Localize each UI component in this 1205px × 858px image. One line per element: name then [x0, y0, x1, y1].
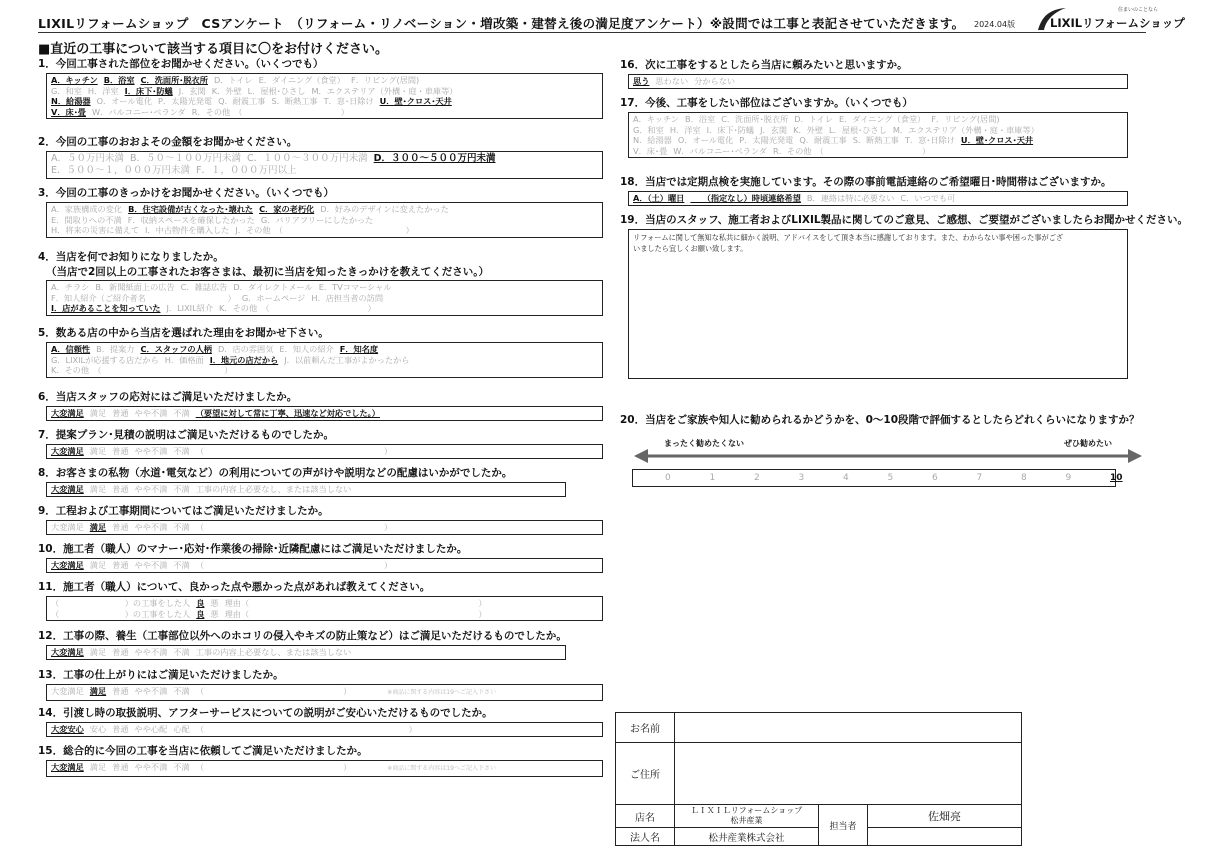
option[interactable]: 理由（ ） — [224, 598, 487, 608]
corp-name: 松井産業株式会社 — [675, 828, 819, 846]
question-10-options — [46, 558, 603, 573]
option-row — [51, 293, 598, 304]
option[interactable]: V．床･畳 — [633, 145, 668, 156]
option[interactable]: 不満 — [173, 762, 190, 772]
option-selected[interactable]: D．３００～５００万円未満 — [373, 153, 496, 164]
question-14-options — [46, 722, 603, 737]
store-label: 店名 — [616, 805, 675, 828]
option-row — [51, 484, 561, 495]
option[interactable]: L．屋根･ひさし — [829, 124, 887, 135]
option[interactable]: C．雑誌広告 — [180, 282, 228, 292]
option-row — [51, 86, 598, 97]
option-row — [51, 724, 598, 735]
option-selected[interactable]: U．壁･クロス･天井 — [379, 96, 452, 106]
option[interactable]: G．和室 — [633, 124, 664, 135]
option[interactable]: 不満 — [173, 522, 190, 532]
option[interactable]: 不満 — [173, 446, 190, 456]
option-row — [51, 225, 598, 236]
option[interactable]: 普通 — [112, 446, 129, 456]
question-7-options — [46, 444, 603, 459]
option[interactable]: M．エクステリア（外構・庭・車庫等） — [892, 124, 1039, 135]
option[interactable]: D．店の雰囲気 — [217, 344, 274, 354]
form-version: 2024.04版 — [974, 20, 1016, 29]
option[interactable]: C．１００～３００万円未満 — [247, 153, 368, 164]
question-4-options — [46, 280, 603, 316]
option-selected[interactable]: 大変満足 — [51, 560, 84, 570]
option[interactable]: G．ホームページ — [241, 292, 306, 303]
option[interactable]: 普通 — [112, 686, 129, 696]
option[interactable]: G．バリアフリーにしたかった — [260, 214, 374, 225]
option-selected[interactable]: V．床･畳 — [51, 106, 86, 117]
question-2-options — [46, 151, 603, 179]
option-selected[interactable]: 大変満足 — [51, 408, 84, 418]
option-selected[interactable]: A．キッチン — [51, 75, 98, 85]
option-selected[interactable]: （要望に対して常に丁寧、迅速など対応でした。） — [195, 408, 380, 418]
option[interactable]: H．店担当者の訪問 — [311, 292, 384, 303]
staff-name: 佐畑亮 — [868, 805, 1022, 828]
scale-value[interactable]: 7 — [976, 473, 983, 483]
question-17 — [620, 96, 1160, 158]
option[interactable]: H．洋室 — [87, 85, 119, 96]
option-row — [51, 560, 598, 571]
question-19-comment-line-2: いましたら宜しくお願い致します。 — [633, 244, 748, 253]
option[interactable]: C．洗面所･脱衣所 — [721, 114, 789, 124]
option-selected[interactable]: 大変満足 — [51, 647, 84, 657]
question-7-title: 7．提案プラン･見積の説明はご満足いただけるものでしたか。 — [38, 429, 335, 441]
option[interactable]: 満足 — [89, 560, 107, 570]
option[interactable]: 不満 — [173, 408, 190, 418]
option-selected[interactable]: 大変満足 — [51, 484, 84, 494]
option[interactable]: 満足 — [89, 484, 107, 494]
question-16-title: 16．次に工事をするとしたら当店に頼みたいと思いますか。 — [620, 59, 908, 71]
question-13-options — [46, 684, 603, 701]
option-row — [51, 282, 598, 293]
option-selected[interactable]: B．住宅設備が古くなった･壊れた — [128, 204, 254, 214]
option[interactable]: やや不満 — [134, 762, 168, 772]
option[interactable]: I．床下･防蟻 — [706, 124, 755, 135]
option[interactable]: H．価格面 — [164, 354, 204, 365]
question-12-options — [46, 645, 566, 660]
option[interactable]: S．断熱工事 — [852, 135, 899, 145]
option-selected[interactable]: C．スタッフの人柄 — [140, 344, 212, 354]
option-selected[interactable]: 大変安心 — [51, 724, 84, 734]
option[interactable]: G．和室 — [51, 85, 82, 96]
question-4-subtitle: （当店で2回以上の工事されたお客さまは、最初に当店を知ったきっかけを教えてください。） — [46, 266, 490, 278]
option[interactable]: 悪 — [210, 598, 219, 608]
question-9-title: 9．工程および工事期間についてはご満足いただけましたか。 — [38, 505, 329, 517]
option-selected[interactable]: B．浴室 — [103, 75, 135, 85]
option[interactable]: G．LIXILが応援する店だから — [51, 354, 159, 365]
option-row — [633, 76, 1123, 87]
option[interactable]: P．太陽光発電 — [739, 135, 794, 145]
option[interactable]: A．キッチン — [633, 114, 679, 124]
scale-value[interactable]: 9 — [1065, 473, 1072, 483]
logo-text: LIXILリフォームショップ — [1050, 16, 1185, 30]
option[interactable]: E．ダイニング（食堂） — [258, 75, 345, 85]
question-15 — [38, 744, 603, 777]
question-8 — [38, 466, 618, 497]
option[interactable]: 分からない — [694, 76, 736, 86]
option[interactable]: やや心配 — [134, 724, 168, 734]
option-row — [51, 165, 598, 177]
option[interactable]: B．連絡は特に必要ない — [806, 193, 895, 203]
question-11 — [38, 580, 603, 621]
question-9 — [38, 504, 603, 535]
option[interactable]: K．外壁 — [793, 124, 824, 135]
question-6-options — [46, 406, 603, 421]
question-3 — [38, 186, 603, 238]
option-row — [51, 215, 598, 226]
instruction-heading: ■直近の工事について該当する項目に〇をお付けください。 — [38, 42, 389, 57]
option[interactable]: （ ） — [195, 446, 393, 456]
option[interactable]: F．リビング(居間) — [351, 75, 420, 85]
option-row — [51, 303, 598, 314]
scale-value[interactable]: 4 — [843, 473, 849, 483]
question-20 — [620, 413, 1205, 428]
option-row — [633, 146, 1123, 157]
option[interactable]: N．給湯器 — [633, 135, 672, 145]
option-row — [51, 107, 598, 118]
option[interactable]: 普通 — [112, 647, 129, 657]
question-19 — [620, 213, 1205, 379]
option-row — [51, 408, 598, 419]
option[interactable]: Q．耐震工事 — [218, 96, 266, 106]
option-selected[interactable]: 大変満足 — [51, 762, 84, 772]
option-row — [51, 75, 598, 86]
scale-value[interactable]: 5 — [887, 473, 894, 483]
option[interactable]: M．エクステリア（外構・庭・車庫等） — [311, 85, 458, 96]
option[interactable]: L．屋根･ひさし — [247, 85, 306, 96]
scale-value[interactable]: 0 — [665, 473, 671, 483]
option[interactable]: D．ダイレクトメール — [233, 282, 313, 292]
option-selected[interactable]: F．知名度 — [339, 344, 379, 354]
option-selected[interactable]: 良 — [196, 598, 205, 608]
option-row — [51, 204, 598, 215]
option-row — [51, 762, 598, 775]
option[interactable]: F．知人紹介（ご紹介者名 ） — [51, 292, 236, 303]
question-15-options — [46, 760, 603, 777]
option[interactable]: T．窓･日除け — [323, 96, 374, 106]
option[interactable]: 大変満足 — [51, 522, 84, 532]
question-3-title: 3．今回の工事のきっかけをお聞かせください。（いくつでも） — [38, 187, 335, 199]
option-row — [51, 647, 561, 658]
question-2-title: 2．今回の工事のおおよその金額をお聞かせください。 — [38, 136, 298, 148]
option[interactable]: B．提案力 — [96, 344, 135, 354]
option[interactable]: 心配 — [173, 724, 190, 734]
question-5-options — [46, 342, 603, 378]
option-selected[interactable]: U．壁･クロス･天井 — [960, 135, 1034, 145]
scale-right-label: ぜひ勧めたい — [1064, 439, 1112, 448]
option-selected[interactable]: I．店があることを知っていた — [51, 303, 161, 313]
option[interactable]: 安心 — [89, 724, 107, 734]
option[interactable]: やや不満 — [134, 560, 168, 570]
question-1-title: 1．今回工事された部位をお聞かせください。（いくつでも） — [38, 58, 324, 70]
option[interactable]: C．いつでも可 — [900, 193, 956, 203]
option-selected[interactable]: （指定なし）時頃連絡希望 — [690, 193, 801, 203]
option[interactable]: B．５０～１００万円未満 — [130, 153, 242, 164]
question-18 — [620, 175, 1160, 206]
option[interactable]: やや不満 — [134, 408, 168, 418]
question-5 — [38, 326, 603, 378]
option[interactable]: H．洋室 — [669, 124, 701, 135]
option[interactable]: 不満 — [173, 686, 190, 696]
option[interactable]: W．バルコニー･ベランダ — [673, 145, 768, 156]
option[interactable]: B．新聞紙面上の広告 — [95, 282, 175, 292]
option[interactable]: 普通 — [112, 560, 129, 570]
option[interactable]: 不満 — [173, 484, 190, 494]
scale-double-arrow-icon — [634, 449, 1142, 463]
address-field[interactable] — [675, 743, 1022, 805]
question-2 — [38, 135, 603, 179]
option-row — [633, 135, 1123, 146]
option-selected[interactable]: 良 — [196, 608, 205, 619]
option[interactable]: （ ） — [195, 724, 417, 734]
question-5-title: 5．数ある店の中から当店を選ばれた理由をお聞かせ下さい。 — [38, 327, 329, 339]
option[interactable]: A．５０万円未満 — [51, 153, 124, 164]
option[interactable]: D．好みのデザインに変えたかった — [320, 204, 449, 214]
question-18-title: 18．当店では定期点検を実施しています。その際の事前電話連絡のご希望曜日･時間帯はございますか。 — [620, 176, 1112, 188]
option[interactable]: J．以前頼んだ工事がよかったから — [284, 354, 410, 365]
option-row — [633, 125, 1123, 136]
question-10 — [38, 542, 603, 573]
question-1-options — [46, 73, 603, 119]
option[interactable]: S．断熱工事 — [271, 96, 318, 106]
option-selected[interactable]: N．給湯器 — [51, 96, 91, 106]
option[interactable]: 普通 — [112, 724, 129, 734]
question-6 — [38, 390, 603, 421]
option[interactable]: 満足 — [89, 408, 107, 418]
question-14-title: 14．引渡し時の取扱説明、アフターサービスについての説明がご安心いただけるものでしたか。 — [38, 707, 493, 719]
option[interactable]: 悪 — [210, 608, 219, 619]
corp-label: 法人名 — [616, 828, 675, 846]
option-selected[interactable]: 満足 — [89, 522, 107, 532]
question-11-title: 11．施工者（職人）について、良かった点や悪かった点があれば教えてください。 — [38, 581, 431, 593]
question-6-title: 6．当店スタッフの応対にはご満足いただけましたか。 — [38, 391, 298, 403]
option[interactable]: E．５００～１，０００万円未満 — [51, 165, 191, 176]
question-10-title: 10．施工者（職人）のマナー･応対･作業後の掃除･近隣配慮にはご満足いただけましたか。 — [38, 543, 468, 555]
option-row — [51, 365, 598, 376]
option[interactable]: 普通 — [112, 408, 129, 418]
question-13 — [38, 668, 603, 701]
option[interactable]: R．その他 （ ） — [773, 145, 931, 156]
option[interactable]: （ ） — [195, 762, 352, 772]
option[interactable]: H．将来の災害に備えて — [51, 225, 140, 235]
option-row — [51, 344, 598, 355]
option[interactable]: D．トイレ — [213, 75, 253, 85]
option[interactable]: やや不満 — [134, 647, 168, 657]
address-label: ご住所 — [616, 743, 675, 805]
option[interactable]: D．トイレ — [794, 114, 833, 124]
option-note: ※商品に関する内容は19へご記入下さい — [387, 689, 496, 696]
option[interactable]: A．家族構成の変化 — [51, 204, 123, 214]
option[interactable]: O．オール電化 — [677, 135, 734, 145]
question-8-title: 8．お客さまの私物（水道･電気など）の利用についての声がけや説明などの配慮はいかがでしたか。 — [38, 467, 513, 479]
question-19-comment-line-1: リフォームに関して無知な私共に細かく説明、アドバイスをして頂き本当に感謝しております。また、わからない事や困った事がござ — [633, 233, 1064, 242]
option-row — [633, 114, 1123, 125]
option[interactable]: 不満 — [173, 560, 190, 570]
question-18-options — [628, 191, 1128, 206]
question-13-title: 13．工事の仕上がりにはご満足いただけましたか。 — [38, 669, 284, 681]
option[interactable]: 理由（ ） — [224, 608, 487, 619]
question-16 — [620, 58, 1160, 89]
question-12-title: 12．工事の際、養生（工事部位以外へのホコリの侵入やキズの防止策など）はご満足いただけるものでしたか。 — [38, 630, 567, 642]
question-7 — [38, 428, 603, 459]
option[interactable]: （ ） — [195, 560, 393, 570]
option-selected[interactable]: C．家の老朽化 — [259, 204, 315, 214]
option-selected[interactable]: C．洗面所･脱衣所 — [140, 75, 208, 85]
logo-tagline: 住まいのことなら — [1118, 7, 1159, 13]
option[interactable]: （ ）の工事をした人 — [51, 608, 191, 619]
question-1 — [38, 57, 603, 119]
scale-value-selected[interactable]: 10 — [1110, 473, 1123, 483]
option[interactable]: K．その他 （ ） — [51, 365, 233, 375]
option[interactable]: やや不満 — [134, 522, 168, 532]
option[interactable]: F．１，０００万円以上 — [196, 165, 297, 176]
option[interactable]: 普通 — [112, 522, 129, 532]
scale-value[interactable]: 1 — [709, 473, 716, 483]
option-selected[interactable]: I．地元の店だから — [209, 354, 279, 365]
question-17-title: 17．今後、工事をしたい部位はございますか。（いくつでも） — [620, 97, 913, 109]
option[interactable]: Q．耐震工事 — [799, 135, 847, 145]
option-row — [51, 153, 598, 165]
option[interactable]: K．その他 （ ） — [219, 303, 376, 313]
option[interactable]: J．玄関 — [178, 85, 206, 96]
question-3-options — [46, 202, 603, 238]
option[interactable]: K．外壁 — [211, 85, 242, 96]
scale-value[interactable]: 3 — [798, 473, 805, 483]
scale-left-label: まったく勧めたくない — [664, 439, 744, 448]
question-4-title: 4．当店を何でお知りになりましたか。 — [38, 251, 224, 263]
question-14 — [38, 706, 603, 737]
option-row — [51, 96, 598, 107]
option[interactable]: J．LIXIL紹介 — [166, 303, 214, 313]
option[interactable]: F．収納スペースを確保したかった — [127, 214, 255, 225]
option[interactable]: 大変満足 — [51, 686, 84, 696]
question-8-options — [46, 482, 566, 497]
option-selected[interactable]: 満足 — [89, 686, 107, 696]
option[interactable]: （ ） — [195, 686, 352, 696]
option[interactable]: E．間取りへの不満 — [51, 214, 122, 225]
recommendation-scale — [632, 469, 1123, 487]
respondent-info-table — [615, 712, 1022, 846]
option[interactable]: 工事の内容上必要なし、または該当しない — [195, 484, 352, 494]
question-15-title: 15．総合的に今回の工事を当店に依頼してご満足いただけましたか。 — [38, 745, 368, 757]
store-name-cell — [675, 805, 819, 828]
option[interactable]: 普通 — [112, 484, 129, 494]
option[interactable]: J．その他 （ ） — [235, 225, 414, 235]
scale-value[interactable]: 8 — [1021, 473, 1027, 483]
option[interactable]: やや不満 — [134, 446, 168, 456]
store-name-line-2: 松井産業 — [730, 816, 763, 825]
question-20-title: 20．当店をご家族や知人に勧められるかどうかを、0～10段階で評価するとしたらどれくらいになりますか？ — [620, 414, 1140, 426]
staff-extra-field[interactable] — [868, 828, 1022, 846]
question-11-options — [46, 596, 603, 621]
option[interactable]: 満足 — [89, 446, 107, 456]
form-title: LIXILリフォームショップ CSアンケート （リフォーム・リノベーション・増改築・建替え後の満足度アンケート）※設問では工事と表記させていただきます。 — [38, 16, 965, 31]
option-row — [51, 598, 598, 609]
option-note: ※商品に関する内容は19へご記入下さい — [387, 765, 496, 772]
question-4 — [38, 250, 603, 316]
option[interactable]: （ ）の工事をした人 — [51, 598, 191, 608]
question-17-options — [628, 112, 1128, 158]
option-selected[interactable]: A．信頼性 — [51, 344, 91, 354]
scale-value[interactable]: 2 — [754, 473, 760, 483]
option[interactable]: 満足 — [89, 647, 107, 657]
option-row — [51, 446, 598, 457]
question-16-options — [628, 74, 1128, 89]
question-9-options — [46, 520, 603, 535]
option[interactable]: J．玄関 — [760, 124, 788, 135]
option[interactable]: F．リビング(居間) — [931, 114, 1000, 124]
store-name-line-1: ＬＩＸＩＬリフォームショップ — [690, 806, 803, 815]
option[interactable]: （ ） — [195, 522, 393, 532]
option[interactable]: やや不満 — [134, 686, 168, 696]
option-selected[interactable]: 思う — [633, 76, 650, 86]
option[interactable]: B．浴室 — [684, 114, 716, 124]
option[interactable]: 不満 — [173, 647, 190, 657]
option[interactable]: W．バルコニー･ベランダ — [92, 106, 186, 117]
question-19-title: 19．当店のスタッフ、施工者およびLIXIL製品に関してのご意見、ご感想、ご要望がございましたらお聞かせください。 — [620, 214, 1189, 226]
option-row — [51, 355, 598, 366]
header-divider — [38, 32, 1146, 33]
option[interactable]: O．オール電化 — [96, 96, 153, 106]
option[interactable]: E．TVコマーシャル — [318, 282, 392, 292]
name-label: お名前 — [616, 713, 675, 743]
question-19-comment-box[interactable] — [628, 229, 1128, 379]
option-row — [51, 522, 598, 533]
option[interactable]: やや不満 — [134, 484, 168, 494]
option[interactable]: T．窓･日除け — [904, 135, 955, 145]
option[interactable]: A．チラシ — [51, 282, 90, 292]
option[interactable]: 工事の内容上必要なし、または該当しない — [195, 647, 352, 657]
option[interactable]: R．その他 （ ） — [191, 106, 349, 117]
option[interactable]: E．知人の紹介 — [279, 344, 334, 354]
option-row — [633, 193, 1123, 204]
option[interactable]: I．中古物件を購入した — [145, 225, 230, 235]
option-selected[interactable]: I．床下･防蟻 — [124, 85, 173, 96]
option[interactable]: P．太陽光発電 — [158, 96, 213, 106]
option[interactable]: 思わない — [655, 76, 689, 86]
option-selected[interactable]: 大変満足 — [51, 446, 84, 456]
scale-value[interactable]: 6 — [932, 473, 938, 483]
option-selected[interactable]: A．（土）曜日 — [633, 193, 685, 203]
option[interactable]: 満足 — [89, 762, 107, 772]
option[interactable]: E．ダイニング（食堂） — [838, 114, 926, 124]
name-field[interactable] — [675, 713, 1022, 743]
option-row — [51, 609, 598, 620]
question-12 — [38, 629, 618, 660]
option-row — [51, 686, 598, 699]
option[interactable]: 普通 — [112, 762, 129, 772]
staff-label: 担当者 — [819, 805, 868, 846]
